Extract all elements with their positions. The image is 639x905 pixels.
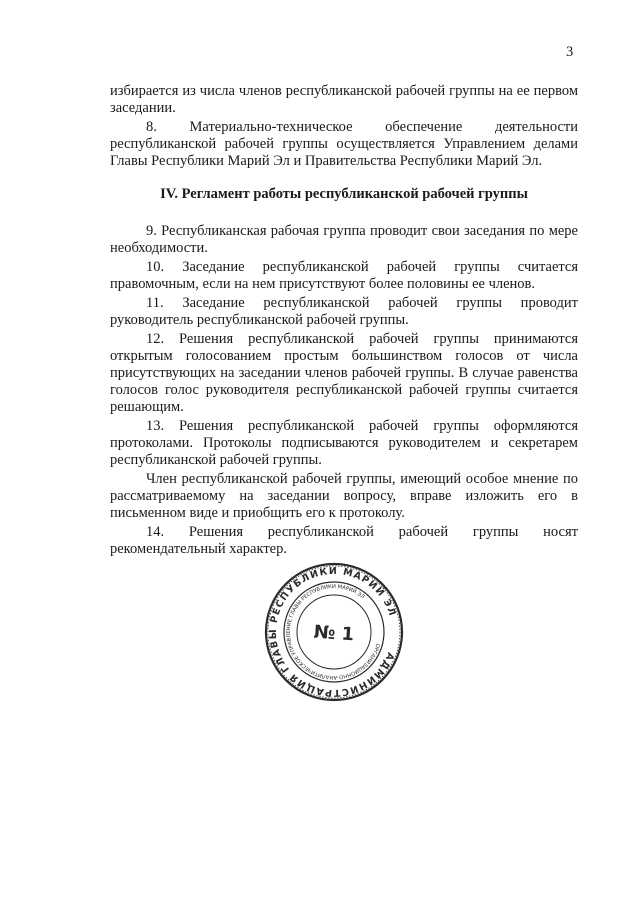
page-number: 3 (566, 44, 574, 60)
paragraph-13-note: Член республиканской рабочей группы, имеющий особое мнение по рассматриваемому на заседании вопросу, вправе изложить его в письменном виде и приобщить его к протоколу. (110, 471, 578, 521)
stamp-outer-text: АДМИНИСТРАЦИЯ ГЛАВЫ РЕСПУБЛИКИ МАРИЙ ЭЛ (267, 565, 398, 699)
paragraph-13: 13. Решения республиканской рабочей группы оформляются протоколами. Протоколы подписываются руководителем и секретарем республиканской рабочей группы. (110, 418, 578, 468)
paragraph-7-end: избирается из числа членов республиканской рабочей группы на ее первом заседании. (110, 83, 578, 116)
intro-section (110, 83, 578, 170)
stamp-number: № 1 (312, 621, 355, 646)
paragraph-11: 11. Заседание республиканской рабочей группы проводит руководитель республиканской рабочей группы. (110, 295, 578, 328)
section-heading: IV. Регламент работы республиканской рабочей группы (160, 186, 528, 202)
paragraph-10: 10. Заседание республиканской рабочей группы считается правомочным, если на нем присутствуют более половины ее членов. (110, 259, 578, 292)
paragraph-12: 12. Решения республиканской рабочей группы принимаются открытым голосованием простым большинством голосов от числа присутствующих на заседании членов рабочей группы. В случае равенства голосов голос руководителя республиканской рабочей группы считается решающим. (110, 331, 578, 415)
stamp-inner-text: ОРГАНИЗАЦИОННО-АНАЛИТИЧЕСКОЕ УПРАВЛЕНИЕ ГЛАВЫ РЕСПУБЛИКИ МАРИЙ ЭЛ (285, 583, 381, 681)
paragraph-8: 8. Материально-техническое обеспечение деятельности республиканской рабочей группы осуществляется Управлением делами Главы Республики Марий Эл и Правительства Республики Марий Эл. (110, 119, 578, 169)
official-stamp (264, 562, 404, 702)
paragraph-9: 9. Республиканская рабочая группа проводит свои заседания по мере необходимости. (110, 223, 578, 256)
regulation-section (110, 223, 578, 558)
paragraph-14: 14. Решения республиканской рабочей группы носят рекомендательный характер. (110, 524, 578, 557)
